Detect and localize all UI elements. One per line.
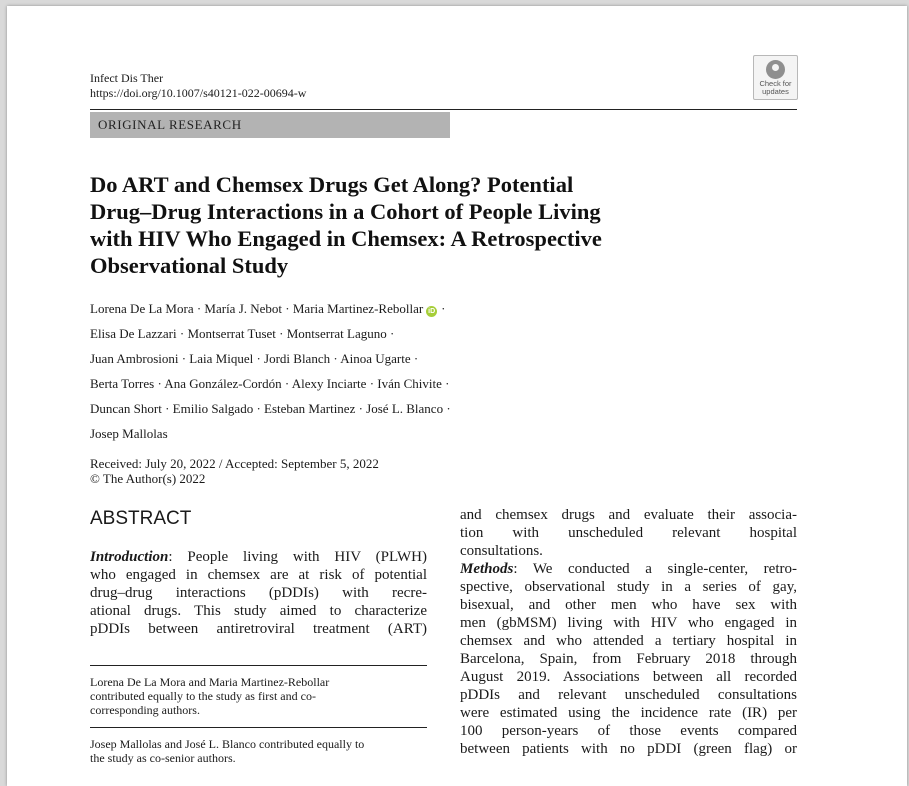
abstract-line: August 2019. Associations between all recorded xyxy=(460,669,797,685)
abstract-line: were estimated using the incidence rate (IR) per xyxy=(460,705,797,721)
author-line xyxy=(90,296,590,321)
author-line: Duncan Short · Emilio Salgado · Esteban Martinez · José L. Blanco · xyxy=(90,401,451,416)
abstract-line: spective, observational study in a series of gay, xyxy=(460,579,797,595)
orcid-icon[interactable]: iD xyxy=(428,308,436,315)
abstract-right-column xyxy=(460,506,797,758)
header-rule xyxy=(90,109,797,110)
abstract-heading: ABSTRACT xyxy=(90,508,192,529)
footnote-2: Josep Mallolas and José L. Blanco contributed equally to the study as co-senior authors. xyxy=(90,737,365,765)
footnote-rule xyxy=(90,727,427,728)
badge-text: Check for updates xyxy=(759,79,792,96)
update-check-icon xyxy=(766,60,785,79)
author-line-text: Lorena De La Mora · María J. Nebot · Maria Martinez-Rebollar xyxy=(90,301,424,316)
footnote-1: Lorena De La Mora and Maria Martinez-Rebollar contributed equally to the study as first and co- corresponding authors. xyxy=(90,675,330,717)
abstract-line: men (gbMSM) living with HIV who engaged in xyxy=(460,615,797,631)
abstract-line: consultations. xyxy=(460,543,543,559)
title-line: Drug–Drug Interactions in a Cohort of People Living xyxy=(90,199,601,224)
author-list xyxy=(90,296,590,446)
title-line: with HIV Who Engaged in Chemsex: A Retrospective xyxy=(90,226,602,251)
abstract-line: pDDIs between antiretroviral treatment (ART) xyxy=(90,621,427,637)
footnote-rule xyxy=(90,665,427,666)
doi-link[interactable]: https://doi.org/10.1007/s40121-022-00694-w xyxy=(90,86,307,100)
abstract-line: who engaged in chemsex are at risk of potential xyxy=(90,567,427,583)
received-accepted: Received: July 20, 2022 / Accepted: September 5, 2022 xyxy=(90,456,379,471)
author-line: Juan Ambrosioni · Laia Miquel · Jordi Blanch · Ainoa Ugarte · xyxy=(90,351,419,366)
author-line: Berta Torres · Ana González-Cordón · Alexy Inciarte · Iván Chivite · xyxy=(90,376,450,391)
section-label: ORIGINAL RESEARCH xyxy=(90,112,450,138)
pdf-page xyxy=(7,6,907,786)
abstract-line: tion with unscheduled relevant hospital xyxy=(460,525,797,541)
abstract-line: pDDIs and relevant unscheduled consultations xyxy=(460,687,797,703)
title-line: Do ART and Chemsex Drugs Get Along? Potential xyxy=(90,172,574,197)
journal-header xyxy=(90,71,306,101)
article-dates xyxy=(90,456,379,486)
abstract-line: Introduction: People living with HIV (PLWH) xyxy=(90,549,427,565)
abstract-line: Barcelona, Spain, from February 2018 through xyxy=(460,651,797,667)
author-separator: · xyxy=(441,301,446,316)
abstract-line: between patients with no pDDI (green flag) or xyxy=(460,741,797,757)
abstract-line: drug–drug interactions (pDDIs) with recre- xyxy=(90,585,427,601)
copyright: © The Author(s) 2022 xyxy=(90,471,206,486)
check-for-updates-badge[interactable] xyxy=(753,55,798,100)
abstract-line: ational drugs. This study aimed to characterize xyxy=(90,603,427,619)
article-title xyxy=(90,171,780,279)
title-line: Observational Study xyxy=(90,253,289,278)
abstract-line: bisexual, and other men who have sex with xyxy=(460,597,797,613)
abstract-line: chemsex and who attended a tertiary hospital in xyxy=(460,633,797,649)
abstract-left-column xyxy=(90,548,427,638)
author-line: Josep Mallolas xyxy=(90,426,168,441)
introduction-label: Introduction xyxy=(90,549,169,565)
journal-name: Infect Dis Ther xyxy=(90,71,164,85)
abstract-line: 100 person-years of those events compared xyxy=(460,723,797,739)
abstract-line: Methods: We conducted a single-center, retro- xyxy=(460,561,797,577)
author-line: Elisa De Lazzari · Montserrat Tuset · Montserrat Laguno · xyxy=(90,326,395,341)
abstract-line: and chemsex drugs and evaluate their associa- xyxy=(460,507,797,523)
methods-label: Methods xyxy=(460,561,514,577)
